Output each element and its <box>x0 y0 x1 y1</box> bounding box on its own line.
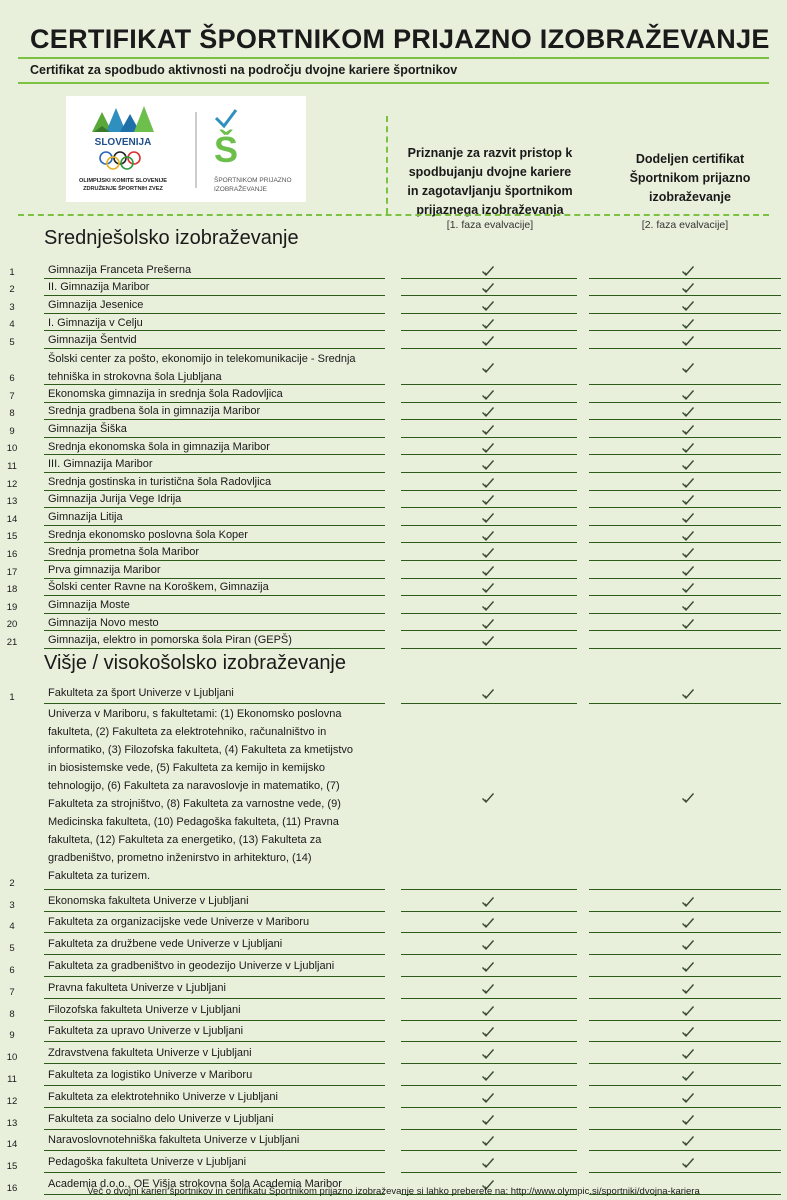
logo-country: SLOVENIJA <box>94 137 152 148</box>
institution-name-line: Zdravstvena fakulteta Univerze v Ljubljani <box>48 1047 252 1060</box>
row-number: 15 <box>6 531 18 543</box>
row-underline <box>589 648 781 649</box>
row-number: 3 <box>9 899 15 911</box>
phase2-check-icon <box>681 1025 695 1037</box>
phase1-check-icon <box>481 281 495 293</box>
phase1-check-icon <box>481 334 495 346</box>
institution-name-line: Srednja ekonomsko poslovna šola Koper <box>48 528 248 541</box>
table-row <box>0 473 787 491</box>
table-row <box>0 912 787 934</box>
phase1-check-icon <box>481 317 495 329</box>
row-number: 3 <box>9 301 15 313</box>
phase1-check-icon <box>481 564 495 576</box>
institution-name-line: I. Gimnazija v Celju <box>48 316 143 329</box>
phase2-check-icon <box>681 1113 695 1125</box>
institution-name <box>48 596 130 614</box>
institution-name <box>48 631 292 649</box>
column-header-phase2 <box>595 150 785 207</box>
institution-name <box>48 1001 241 1019</box>
phase1-check-icon <box>481 581 495 593</box>
institution-name-line: Gimnazija Novo mesto <box>48 616 159 629</box>
table-row <box>0 955 787 977</box>
institution-name-line: fakulteta, (12) Fakulteta za energetiko, (13) Fakulteta za <box>48 833 322 846</box>
institution-name-line: Medicinska fakulteta, (10) Pedagoška fakulteta, (11) Pravna <box>48 815 339 828</box>
row-number: 16 <box>6 548 18 560</box>
institution-name-line: Šolski center Ravne na Koroškem, Gimnazija <box>48 581 269 594</box>
phase2-check-icon <box>681 388 695 400</box>
phase1-check-icon <box>481 511 495 523</box>
table-row <box>0 596 787 614</box>
subtitle-rule <box>18 82 769 84</box>
phase1-check-icon <box>481 405 495 417</box>
phase1-check-icon <box>481 361 495 373</box>
table-row <box>0 279 787 297</box>
column-note-phase1: [1. faza evalvacije] <box>446 219 534 231</box>
phase2-check-icon <box>681 1134 695 1146</box>
institution-name-line: Pedagoška fakulteta Univerze v Ljubljani <box>48 1156 247 1169</box>
phase2-check-icon <box>681 1069 695 1081</box>
phase2-check-icon <box>681 1004 695 1016</box>
institution-name <box>48 561 160 579</box>
institution-name <box>48 957 334 975</box>
institution-name <box>48 1153 246 1171</box>
phase2-check-icon <box>681 423 695 435</box>
table-row <box>0 491 787 509</box>
institution-name-line: informatiko, (3) Filozofska fakulteta, (4) Fakulteta za kmetijstvo <box>48 743 354 756</box>
institution-name <box>48 261 191 279</box>
institution-name-line: Fakulteta za turizem. <box>48 869 151 882</box>
column-header-phase1 <box>395 144 585 220</box>
institution-name-line: tehniška in strokovna šola Ljubljana <box>48 371 222 383</box>
column-header-line: spodbujanju dvojne kariere <box>408 165 572 179</box>
institution-name <box>48 314 143 332</box>
logo-mark-letter: Š <box>213 129 239 170</box>
logo-org-line1: OLIMPIJSKI KOMITE SLOVENIJE <box>79 178 167 184</box>
phase1-check-icon <box>481 529 495 541</box>
table-row <box>0 933 787 955</box>
row-number: 17 <box>6 566 18 578</box>
institution-name <box>48 420 127 438</box>
institution-name-line: Fakulteta za družbene vede Univerze v Ljubljani <box>48 938 283 951</box>
table-row <box>0 579 787 597</box>
table-row <box>0 1108 787 1130</box>
phase2-check-icon <box>681 1091 695 1103</box>
phase1-check-icon <box>481 1047 495 1059</box>
institution-name <box>48 455 153 473</box>
column-header-line: prijaznega izobraževanja <box>416 203 564 217</box>
table-row <box>0 455 787 473</box>
table-row <box>0 508 787 526</box>
institution-name-line: Fakulteta za organizacijske vede Univerze v Mariboru <box>48 916 310 929</box>
phase1-check-icon <box>481 388 495 400</box>
institution-name-line: Srednja prometna šola Maribor <box>48 546 200 559</box>
phase2-check-icon <box>681 546 695 558</box>
institution-name-line: gradbeništvo, prometno inženirstvo in arhitekturo, (14) <box>48 851 312 864</box>
institution-name-line: Ekonomska gimnazija in srednja šola Radovljica <box>48 387 283 400</box>
phase2-check-icon <box>681 1047 695 1059</box>
row-number: 8 <box>9 408 15 420</box>
table-row <box>0 704 787 890</box>
olympic-rings-icon <box>100 152 140 169</box>
table-row <box>0 526 787 544</box>
table-row <box>0 561 787 579</box>
logo-cert-line2: IZOBRAŽEVANJE <box>214 186 267 193</box>
phase1-check-icon <box>481 1091 495 1103</box>
phase1-check-icon <box>481 960 495 972</box>
institution-name-line: Gimnazija Franceta Prešerna <box>48 263 192 276</box>
institution-name-line: Prva gimnazija Maribor <box>48 563 161 576</box>
row-number: 15 <box>6 1161 18 1173</box>
phase1-check-icon <box>481 916 495 928</box>
row-number: 18 <box>6 584 18 596</box>
section-title: Srednješolsko izobraževanje <box>44 227 299 249</box>
table-row <box>0 331 787 349</box>
institution-name-line: Ekonomska fakulteta Univerze v Ljubljani <box>48 894 249 907</box>
row-number: 20 <box>6 619 18 631</box>
row-number: 6 <box>9 373 15 384</box>
phase2-check-icon <box>681 264 695 276</box>
page-title: CERTIFIKAT ŠPORTNIKOM PRIJAZNO IZOBRAŽEVANJE <box>30 24 770 54</box>
row-number: 16 <box>6 1182 18 1194</box>
phase1-check-icon <box>481 1113 495 1125</box>
row-number: 13 <box>6 496 18 508</box>
phase2-check-icon <box>681 458 695 470</box>
row-number: 13 <box>6 1117 18 1129</box>
phase1-check-icon <box>481 299 495 311</box>
row-number: 8 <box>9 1008 15 1020</box>
row-number: 21 <box>6 636 18 648</box>
table-row <box>0 977 787 999</box>
phase2-check-icon <box>681 361 695 373</box>
institution-name-line: Filozofska fakulteta Univerze v Ljubljani <box>48 1003 241 1016</box>
institution-name-line: Gimnazija Jurija Vege Idrija <box>48 493 182 506</box>
institution-name <box>48 331 137 349</box>
table-row <box>0 296 787 314</box>
institution-name-line: fakulteta, (2) Fakulteta za elektrotehniko, računalništvo in <box>48 725 327 738</box>
institution-name <box>48 526 248 544</box>
page-subtitle: Certifikat za spodbudo aktivnosti na področju dvojne kariere športnikov <box>30 63 458 77</box>
phase1-check-icon <box>481 687 495 699</box>
institution-name-line: Univerza v Mariboru, s fakultetami: (1) Ekonomsko poslovna <box>48 707 342 720</box>
table-row <box>0 1086 787 1108</box>
institution-name <box>48 705 353 885</box>
institution-name <box>48 473 271 491</box>
row-underline <box>44 648 385 649</box>
institution-name <box>48 979 226 997</box>
logo-panel <box>66 96 306 202</box>
institution-name-line: tehnologijo, (6) Fakulteta za naravoslovje in matematiko, (7) <box>48 779 340 792</box>
table-row <box>0 420 787 438</box>
phase1-check-icon <box>481 634 495 646</box>
row-number: 1 <box>9 691 15 703</box>
institution-name-line: Fakulteta za upravo Univerze v Ljubljani <box>48 1025 244 1038</box>
table-row <box>0 1151 787 1173</box>
phase2-check-icon <box>681 493 695 505</box>
phase1-check-icon <box>481 791 495 803</box>
phase2-check-icon <box>681 317 695 329</box>
phase1-check-icon <box>481 441 495 453</box>
certificate-check-icon <box>216 110 236 126</box>
phase2-check-icon <box>681 791 695 803</box>
header-divider-left <box>386 116 388 214</box>
table-row <box>0 1021 787 1043</box>
row-number: 10 <box>6 1052 18 1064</box>
table-row <box>0 1064 787 1086</box>
institution-name-line: Pravna fakulteta Univerze v Ljubljani <box>48 981 226 994</box>
phase2-check-icon <box>681 1156 695 1168</box>
institution-name <box>48 402 260 420</box>
institution-name-line: Gimnazija Moste <box>48 599 130 611</box>
institution-name-line: II. Gimnazija Maribor <box>48 281 150 294</box>
institution-name <box>48 614 159 632</box>
row-number: 14 <box>6 1139 18 1151</box>
institution-name-line: Naravoslovnotehniška fakulteta Univerze v Ljubljani <box>48 1134 300 1147</box>
phase2-check-icon <box>681 441 695 453</box>
header-divider-bottom <box>18 214 769 216</box>
phase2-check-icon <box>681 599 695 611</box>
row-number: 5 <box>9 943 15 955</box>
institution-name <box>48 296 143 314</box>
row-number: 5 <box>9 336 15 348</box>
column-header-line: Priznanje za razvit pristop k <box>407 146 573 160</box>
institution-name-line: Srednja gostinska in turistična šola Radovljica <box>48 475 272 488</box>
institution-name-line: Fakulteta za socialno delo Univerze v Ljubljani <box>48 1112 274 1125</box>
olympic-committee-logo <box>66 96 306 202</box>
institution-name <box>48 1088 278 1106</box>
table-row <box>0 631 787 649</box>
institution-name <box>48 1131 299 1149</box>
phase1-check-icon <box>481 423 495 435</box>
table-row <box>0 999 787 1021</box>
row-number: 6 <box>9 964 15 976</box>
row-underline <box>401 648 577 649</box>
phase1-check-icon <box>481 599 495 611</box>
logo-cert-line1: ŠPORTNIKOM PRIJAZNO <box>214 177 292 184</box>
phase2-check-icon <box>681 895 695 907</box>
phase1-check-icon <box>481 982 495 994</box>
row-number: 19 <box>6 601 18 613</box>
institution-name <box>48 913 309 931</box>
title-rule <box>18 57 769 59</box>
phase2-check-icon <box>681 334 695 346</box>
phase2-check-icon <box>681 405 695 417</box>
institution-name-line: in biosistemske vede, (5) Fakulteta za kemijo in kemijsko <box>48 761 325 774</box>
table-row <box>0 682 787 704</box>
row-number: 12 <box>6 478 18 490</box>
row-number: 9 <box>9 425 15 437</box>
column-note-phase2: [2. faza evalvacije] <box>641 219 729 231</box>
institution-name-line: Academia d.o.o., OE Višja strokovna šola Academia Maribor <box>48 1178 342 1191</box>
institution-name-line: Fakulteta za šport Univerze v Ljubljani <box>48 686 234 699</box>
institution-name <box>48 684 234 702</box>
institution-name-line: Gimnazija Litija <box>48 511 123 523</box>
institution-name <box>48 578 269 596</box>
institution-name-line: Gimnazija Šentvid <box>48 334 137 347</box>
footer-note: Več o dvojni karieri športnikov in certifikatu Športnikom prijazno izobraževanje si lahko preberete na: http://www.olympic.si/sportniki/dvojna-kariera <box>87 1186 700 1197</box>
row-number: 7 <box>9 986 15 998</box>
institution-name-line: Fakulteta za strojništvo, (8) Fakulteta za varnostne vede, (9) <box>48 797 341 810</box>
institution-name <box>48 385 283 403</box>
row-number: 4 <box>9 319 15 331</box>
institution-name-line: Gimnazija Jesenice <box>48 299 144 311</box>
table-row <box>0 261 787 279</box>
institution-name <box>48 490 181 508</box>
institution-name <box>48 350 356 386</box>
mountains-icon <box>92 106 154 132</box>
phase2-check-icon <box>681 529 695 541</box>
phase1-check-icon <box>481 1004 495 1016</box>
table-row <box>0 890 787 912</box>
phase1-check-icon <box>481 895 495 907</box>
institution-name-line: Gimnazija Šiška <box>48 423 127 435</box>
institution-name <box>48 438 270 456</box>
phase1-check-icon <box>481 264 495 276</box>
row-number: 9 <box>9 1030 15 1042</box>
row-number: 11 <box>7 1073 17 1085</box>
table-row <box>0 614 787 632</box>
row-number: 12 <box>6 1095 18 1107</box>
institution-name <box>48 935 282 953</box>
phase2-check-icon <box>681 564 695 576</box>
phase2-check-icon <box>681 281 695 293</box>
column-header-line: izobraževanje <box>649 190 731 204</box>
phase2-check-icon <box>681 687 695 699</box>
row-number: 11 <box>7 460 17 472</box>
phase1-check-icon <box>481 1069 495 1081</box>
table-row <box>0 438 787 456</box>
row-number: 2 <box>9 284 15 296</box>
institution-name-line: Fakulteta za logistiko Univerze v Mariboru <box>48 1069 253 1082</box>
phase2-check-icon <box>681 916 695 928</box>
row-number: 14 <box>6 513 18 525</box>
institution-name <box>48 892 249 910</box>
institution-name-line: Šolski center za pošto, ekonomijo in telekomunikacije - Srednja <box>48 353 356 365</box>
phase2-check-icon <box>681 960 695 972</box>
phase1-check-icon <box>481 458 495 470</box>
logo-org-line2: ZDRUŽENJE ŠPORTNIH ZVEZ <box>83 186 163 192</box>
phase2-check-icon <box>681 982 695 994</box>
institution-name <box>48 1022 243 1040</box>
row-number: 2 <box>9 877 15 889</box>
column-header-line: Dodeljen certifikat <box>635 152 745 166</box>
table-row <box>0 1130 787 1152</box>
institution-name <box>48 1044 252 1062</box>
institution-name <box>48 543 199 561</box>
table-row <box>0 314 787 332</box>
section-title: Višje / visokošolsko izobraževanje <box>44 652 347 674</box>
phase2-check-icon <box>681 581 695 593</box>
phase1-check-icon <box>481 546 495 558</box>
institution-name-line: Fakulteta za gradbeništvo in geodezijo Univerze v Ljubljani <box>48 960 335 973</box>
institution-name-line: Fakulteta za elektrotehniko Univerze v Ljubljani <box>48 1090 278 1103</box>
phase2-check-icon <box>681 938 695 950</box>
phase2-check-icon <box>681 476 695 488</box>
column-header-line: Športnikom prijazno <box>629 171 751 185</box>
institution-name <box>48 1110 274 1128</box>
column-header-line: in zagotavljanju športnikom <box>407 184 573 198</box>
phase2-check-icon <box>681 511 695 523</box>
phase1-check-icon <box>481 938 495 950</box>
phase1-check-icon <box>481 476 495 488</box>
table-row <box>0 543 787 561</box>
institution-name <box>48 1066 252 1084</box>
phase1-check-icon <box>481 1156 495 1168</box>
table-row <box>0 403 787 421</box>
table-row <box>0 1042 787 1064</box>
phase1-check-icon <box>481 1025 495 1037</box>
row-number: 4 <box>9 921 15 933</box>
institution-name-line: Srednja gradbena šola in gimnazija Maribor <box>48 405 261 418</box>
row-number: 7 <box>9 390 15 402</box>
phase2-check-icon <box>681 617 695 629</box>
row-number: 1 <box>9 266 15 278</box>
table-row <box>0 349 787 385</box>
institution-name <box>48 508 123 526</box>
phase1-check-icon <box>481 493 495 505</box>
row-number: 10 <box>6 443 18 455</box>
institution-name-line: Gimnazija, elektro in pomorska šola Piran (GEPŠ) <box>48 634 292 647</box>
phase2-check-icon <box>681 299 695 311</box>
phase1-check-icon <box>481 617 495 629</box>
institution-name <box>48 278 149 296</box>
table-row <box>0 385 787 403</box>
phase1-check-icon <box>481 1134 495 1146</box>
institution-name-line: Srednja ekonomska šola in gimnazija Maribor <box>48 440 270 453</box>
institution-name-line: III. Gimnazija Maribor <box>48 458 153 471</box>
